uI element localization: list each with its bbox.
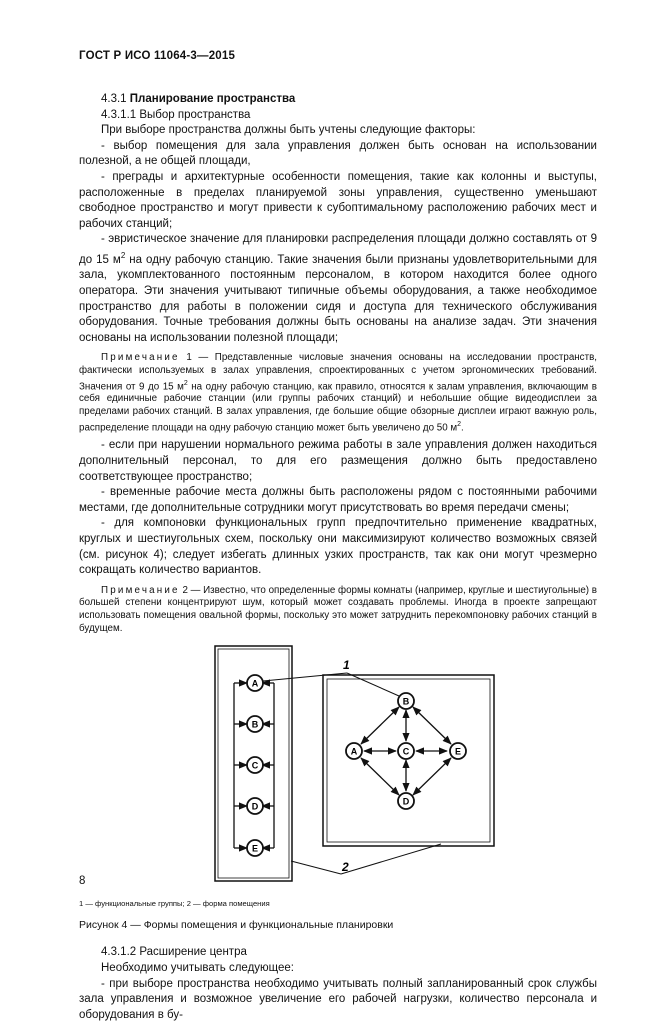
callout-leader-1 xyxy=(263,673,347,681)
note-1-text-2: на одну рабочую станцию, как правило, относятся к залам управления, включающим в себя единичные рабочие станции (или группы рабочих станций) и небольшие общие видеодисплеи за пределами рабочих станций. В залах управления, где большие общие обзорные дисплеи играют важную роль, распределение площади на одну рабочую станцию может быть увеличено до 50 м xyxy=(79,380,597,433)
node-right-e xyxy=(450,743,466,759)
note-2-text: 2 — Известно, что определенные формы комнаты (например, круглые и шестиугольные) в большей степени концентрируют шум, который может создавать проблемы. Иногда в проекте запрещают использовать помещения овальной формы, поскольку это может затруднить перекомпоновку рабочих станций в будущем. xyxy=(79,584,597,634)
callout-leader-2 xyxy=(341,844,441,874)
svg-text:A: A xyxy=(350,746,358,757)
document-header: ГОСТ Р ИСО 11064-3—2015 xyxy=(79,50,236,62)
node-right-b xyxy=(398,693,414,709)
link-arrow xyxy=(413,707,451,744)
superscript: 2 xyxy=(183,379,188,387)
svg-text:B: B xyxy=(251,719,259,730)
section-4-3-1-heading xyxy=(79,92,597,108)
node-left-e xyxy=(247,840,263,856)
svg-text:E: E xyxy=(454,746,462,757)
node-left-d xyxy=(247,798,263,814)
link-arrow xyxy=(361,758,399,795)
bullet-obstacles: - преграды и архитектурные особенности помещения, такие как колонны и выступы, расположенные в пределах планируемой зоны управления, существенно уменьшают свободное пространство и могут привести к субоптимальному расположению рабочих мест и рабочих станций; xyxy=(79,170,597,230)
figure-legend: 1 — функциональные группы; 2 — форма помещения xyxy=(79,899,270,909)
callout-label-2: 2 xyxy=(342,860,349,875)
svg-text:D: D xyxy=(402,796,410,807)
figure-4 xyxy=(79,641,597,896)
bullet-heuristic-area xyxy=(79,232,597,346)
node-right-c xyxy=(398,743,414,759)
section-4-3-1-2-heading: 4.3.1.2 Расширение центра xyxy=(101,946,247,959)
note-1-end: . xyxy=(461,421,464,433)
node-left-b xyxy=(247,716,263,732)
section-4-3-1-1-heading: 4.3.1.1 Выбор пространства xyxy=(101,108,251,121)
section-title: Планирование пространства xyxy=(129,93,296,105)
link-arrow xyxy=(413,758,451,795)
note-1-text-1: 1 — Представленные числовые значения основаны на исследовании пространств, фактически используемых в залах управления, спроектированных с учетом эргономических требований. Значения от 9 до 15 м xyxy=(79,352,597,392)
figure-4-diagram xyxy=(79,641,597,896)
svg-text:C: C xyxy=(251,760,259,771)
svg-text:A: A xyxy=(251,678,259,689)
bullet-service-life: - при выборе пространства необходимо учитывать полный запланированный срок службы зала управления и возможное увеличение его рабочей нагрузки, количество персонала и оборудования в бу- xyxy=(79,977,597,1021)
bullet-useful-area: - выбор помещения для зала управления должен быть основан на использовании полезной, а не общей площади, xyxy=(79,139,597,168)
note-2 xyxy=(79,585,597,635)
note-label: Примечание xyxy=(101,584,180,596)
bullet-functional-groups: - для компоновки функциональных групп предпочтительно применение квадратных, круглых и шестиугольных схем, поскольку они максимизируют количество возможных связей (см. рисунок 4); следует избегать длинных узких пространств, так как они могут чрезмерно сокращать количество вариантов. xyxy=(79,517,597,577)
page-content xyxy=(79,92,597,1023)
svg-text:E: E xyxy=(251,843,259,854)
note-label: Примечание xyxy=(101,352,180,364)
callout-leader-2 xyxy=(291,861,341,874)
bullet-temporary-workplaces: - временные рабочие места должны быть расположены рядом с постоянными рабочими местами, где дополнительные сотрудники могут присутствовать во время передачи смены; xyxy=(79,486,597,514)
node-right-d xyxy=(398,793,414,809)
page-number: 8 xyxy=(79,875,86,887)
svg-text:C: C xyxy=(402,746,410,757)
bullet-additional-staff: - если при нарушении нормального режима работы в зале управления должен находиться дополнительный персонал, то для его размещения должно быть предоставлено соответствующее пространство; xyxy=(79,439,597,483)
callout-leader-1 xyxy=(347,673,399,696)
heuristic-text-1: - эвристическое значение для планировки распределения площади должно составлять от 9 до 15 м xyxy=(79,233,597,266)
heuristic-text-2: на одну рабочую станцию. Такие значения были признаны удовлетворительными для зала, укомплектованного постоянным персоналом, в котором находится более одного оператора. Эти значения учитывают типичные объемы оборудования, а также необходимое пространство для работы в положении сидя и доступа для технического обслуживания оборудования. Точные требования должны быть основаны на анализе задач. Эти значения основаны на использовании полезной площади; xyxy=(79,253,597,344)
intro-paragraph: При выборе пространства должны быть учтены следующие факторы: xyxy=(101,124,476,137)
figure-caption: Рисунок 4 — Формы помещения и функциональные планировки xyxy=(79,918,394,931)
superscript: 2 xyxy=(120,250,126,260)
note-1 xyxy=(79,352,597,434)
svg-text:B: B xyxy=(402,696,410,707)
superscript: 2 xyxy=(457,420,462,428)
node-left-c xyxy=(247,757,263,773)
node-right-a xyxy=(346,743,362,759)
callout-label-1: 1 xyxy=(343,658,350,673)
section-number: 4.3.1 xyxy=(101,93,127,105)
node-left-a xyxy=(247,675,263,691)
svg-text:D: D xyxy=(251,801,259,812)
section-4-3-1-2-intro: Необходимо учитывать следующее: xyxy=(101,961,294,974)
link-arrow xyxy=(361,707,399,744)
